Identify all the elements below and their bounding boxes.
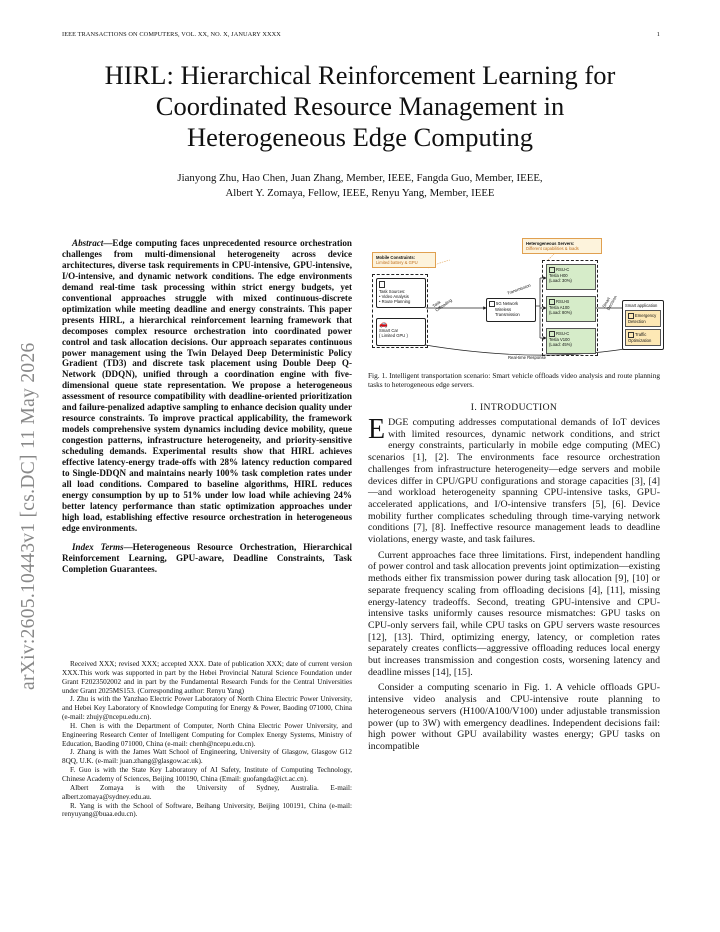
footnote-item: J. Zhang is with the James Watt School of Engineering, University of Glasgow, Glasgow G12 8QQ, U.K. (e-mail: juan.zhang@glasgow.ac.uk). <box>62 748 352 766</box>
intro-paragraph-2: Current approaches face three limitations. First, independent handling of power control and task allocation prevents joint optimization—existing methods either fix transmission power during task allocation [9], [10] or separate frequency scaling from offloading decisions [4], [11], missing energy-latency tradeoffs. Second, treating GPU-intensive and CPU-intensive tasks uniformly causes resource mismatches: GPU tasks on CPU-only servers fail, while CPU tasks on GPU servers waste resources [12], [13]. Third, optimizing energy, latency, or completion rates separately creates conflicts—aggressive offloading reduces local energy but increases transmission and congestion costs, worsening latency and deadline misses [14], [15]. <box>368 549 660 678</box>
authors-line-2: Albert Y. Zomaya, Fellow, IEEE, Renyu Yang, Member, IEEE <box>225 186 495 199</box>
footnote-item: J. Zhu is with the Yanzhao Electric Power Laboratory of North China Electric Power University, and Hebei Key Laboratory of Knowledge Computing for Energy & Power, Baoding 071000, China (e-mail: zhujy@ncepu.edu.cn). <box>62 695 352 722</box>
document-icon <box>379 281 385 288</box>
smart-car-sub: ( Limited GPU ) <box>379 333 408 338</box>
server-rsu-1 <box>546 264 596 290</box>
footnotes <box>62 660 352 819</box>
mobile-constraints-note <box>372 252 436 268</box>
network-title: 5G Network <box>489 301 533 307</box>
hetero-servers-note <box>522 238 602 254</box>
authors-line-1: Jianyong Zhu, Hao Chen, Juan Zhang, Member, IEEE, Fangda Guo, Member, IEEE, <box>177 172 543 184</box>
hetero-servers-sub: Different capabilities & loads <box>526 246 579 251</box>
server-gpu: Tesla A100 <box>549 305 570 310</box>
server-gpu: Tesla H00 <box>549 273 568 278</box>
smart-car-box <box>376 318 426 346</box>
car-icon: 🚗 <box>379 321 388 328</box>
task-sources-box <box>376 278 426 308</box>
figure-caption: Fig. 1. Intelligent transportation scenario: Smart vehicle offloads video analysis and route planning tasks to heterogeneous edge servers. <box>368 371 660 389</box>
realtime-response-label: Real-time Response <box>508 355 546 360</box>
footnote-item: Received XXX; revised XXX; accepted XXX. Date of publication XXX; date of current version XXX.This work was supported in part by the Hebei Provincial Natural Science Foundation under Grant F2023502002 and in part by the Fundamental Research Funds for the Central Universities under Grant 2025MS153. (Corresponding author: Renyu Yang) <box>62 660 352 695</box>
server-rsu-3 <box>546 328 596 354</box>
title-line-3: Heterogeneous Edge Computing <box>187 122 533 152</box>
task-item: • Video Analysis <box>379 294 409 299</box>
app-item-emergency: Emergency Detection <box>625 310 661 327</box>
left-column <box>62 238 352 575</box>
title-line-2: Coordinated Resource Management in <box>155 91 565 121</box>
smart-decision-label: Smart Decision <box>601 294 618 312</box>
server-load: (Load: 30%) <box>549 278 572 283</box>
abstract-text: —Edge computing faces unprecedented resource orchestration challenges from multi-dimensional heterogeneity across device architectures, diverse task requirements in CPU-intensive, GPU-intensive, I/O-intensive, and dynamic network conditions. The edge environments demand real-time task processing within strict energy budgets, yet conventional approaches struggle with mixed continuous-discrete optimization while meeting deadline and energy constraints. This paper presents HIRL, a hierarchical reinforcement learning framework that decomposes complex resource orchestration into coordinated power control and task allocation decisions. Our approach separates continuous power management using the Twin Delayed Deep Deterministic Policy Gradient (TD3) and discrete task placement using Double Deep Q-Network (DDQN), unified through a coordination engine with five-dimensional queue state representation. We propose a heterogeneous assessment of resource compatibility with deadline-oriented prioritization and failure-penalized adaptive sampling to enhance decision quality under resource constraints. To improve practical applicability, the framework models comprehensive system dynamics including device mobility, queue congestion patterns, infrastructure heterogeneity, and priority-sensitive scheduling demands. Experimental results show that HIRL achieves effective latency-energy trade-offs with 28% latency reduction compared to Single-DDQN and maintains nearly 100% task completion rates under all load conditions. Compared to baseline algorithms, HIRL reduces energy consumption by up to 51% under low load while achieving 24% better latency performance than static optimization approaches under high load, establishing effective resource orchestration in heterogeneous edge environments. <box>62 238 352 533</box>
server-name: RSU-C <box>549 267 593 273</box>
paper-title <box>80 60 640 153</box>
running-header <box>62 31 660 38</box>
journal-name: IEEE TRANSACTIONS ON COMPUTERS, VOL. XX, NO. X, JANUARY XXXX <box>62 31 281 38</box>
index-terms-text: —Heterogeneous Resource Orchestration, Hierarchical Reinforcement Learning, GPU-aware, Deadline Constraints, Task Completion Guarantees. <box>62 541 352 574</box>
server-name: RSU-C <box>549 331 593 337</box>
smart-application-box <box>622 300 664 350</box>
index-terms <box>62 542 352 575</box>
footnote-item: R. Yang is with the School of Software, Beihang University, Beijing 100191, China (e-mail: renyuyang@buaa.edu.cn). <box>62 801 352 819</box>
mobile-constraints-sub: Limited battery & GPU <box>376 260 418 265</box>
app-title: Smart application <box>625 303 658 308</box>
task-sources-title: Task Sources: <box>379 289 406 294</box>
smart-car-label: Smart Car <box>379 328 399 333</box>
page-number: 1 <box>656 31 660 38</box>
author-list <box>90 171 630 200</box>
server-gpu: Tesla V100 <box>549 337 570 342</box>
right-column <box>368 238 660 753</box>
server-load: (Load: 45%) <box>549 342 572 347</box>
server-load: (Load: 80%) <box>549 310 572 315</box>
footnote-item: F. Guo is with the State Key Laboratory of AI Safety, Institute of Computing Technology, Chinese Academy of Sciences, Beijing 100190, China (Email: guofangda@ict.ac.cn). <box>62 766 352 783</box>
app-item-traffic: Traffic Optimization <box>625 329 661 346</box>
server-name: RSU-B <box>549 299 593 305</box>
footnote-item: H. Chen is with the Department of Computer, North China Electric Power University, and Engineering Research Center of Intelligent Computing for Complex Energy Systems, Ministry of Education, Baoding 071000, China (e-mail: chenh@ncepu.edu.cn). <box>62 721 352 748</box>
hetero-servers-title: Heterogeneous Servers: <box>526 241 575 246</box>
server-rsu-2 <box>546 296 596 322</box>
network-sub: Wireless Transmission <box>495 307 520 317</box>
transmission-label: Transmission <box>506 282 532 296</box>
abstract-label: Abstract <box>72 238 104 248</box>
mobile-constraints-title: Mobile Constraints: <box>376 255 416 260</box>
intro-paragraph-1: EDGE computing addresses computational demands of IoT devices with limited resources, dynamic network conditions, and strict energy constraints, particularly in mobile edge computing (MEC) scenarios [1], [2]. The environments face resource orchestration challenges from infrastructure heterogeneity—edge servers and mobile devices differ in CPU/GPU configurations and storage capacities [3], [4]—and workload heterogeneity spanning CPU-intensive tasks, GPU-accelerated applications, and I/O-intensive transfers [5], [6]. Device mobility further complicates scheduling through time-varying network conditions [7], [8]. Ineffective resource management leads to deadline violations, energy waste, and task failures. <box>368 414 660 546</box>
task-item: • Route Planning <box>379 299 411 304</box>
figure-1 <box>368 238 660 368</box>
title-line-1: HIRL: Hierarchical Reinforcement Learning for <box>104 60 616 90</box>
offload-label: Task Offloading <box>431 297 453 313</box>
arxiv-stamp: arXiv:2605.10443v1 [cs.DC] 11 May 2026 <box>18 342 39 690</box>
abstract <box>62 238 352 534</box>
drop-cap: E <box>368 414 386 445</box>
footnote-item: Albert Zomaya is with the University of Sydney, Australia. E-mail: albert.zomaya@sydney.edu.au. <box>62 783 352 801</box>
section-heading: I. INTRODUCTION <box>470 402 558 413</box>
index-terms-label: Index Terms <box>72 541 124 552</box>
intro-paragraph-3: Consider a computing scenario in Fig. 1. A vehicle offloads GPU-intensive video analysis and CPU-intensive route planning to heterogeneous servers (H100/A100/V100) under adjustable transmission power (up to 3W) with emergency deadlines. Independent decisions fail: high power without GPU availability wastes energy; GPU tasks on incompatible <box>368 682 660 752</box>
network-box <box>486 298 536 322</box>
